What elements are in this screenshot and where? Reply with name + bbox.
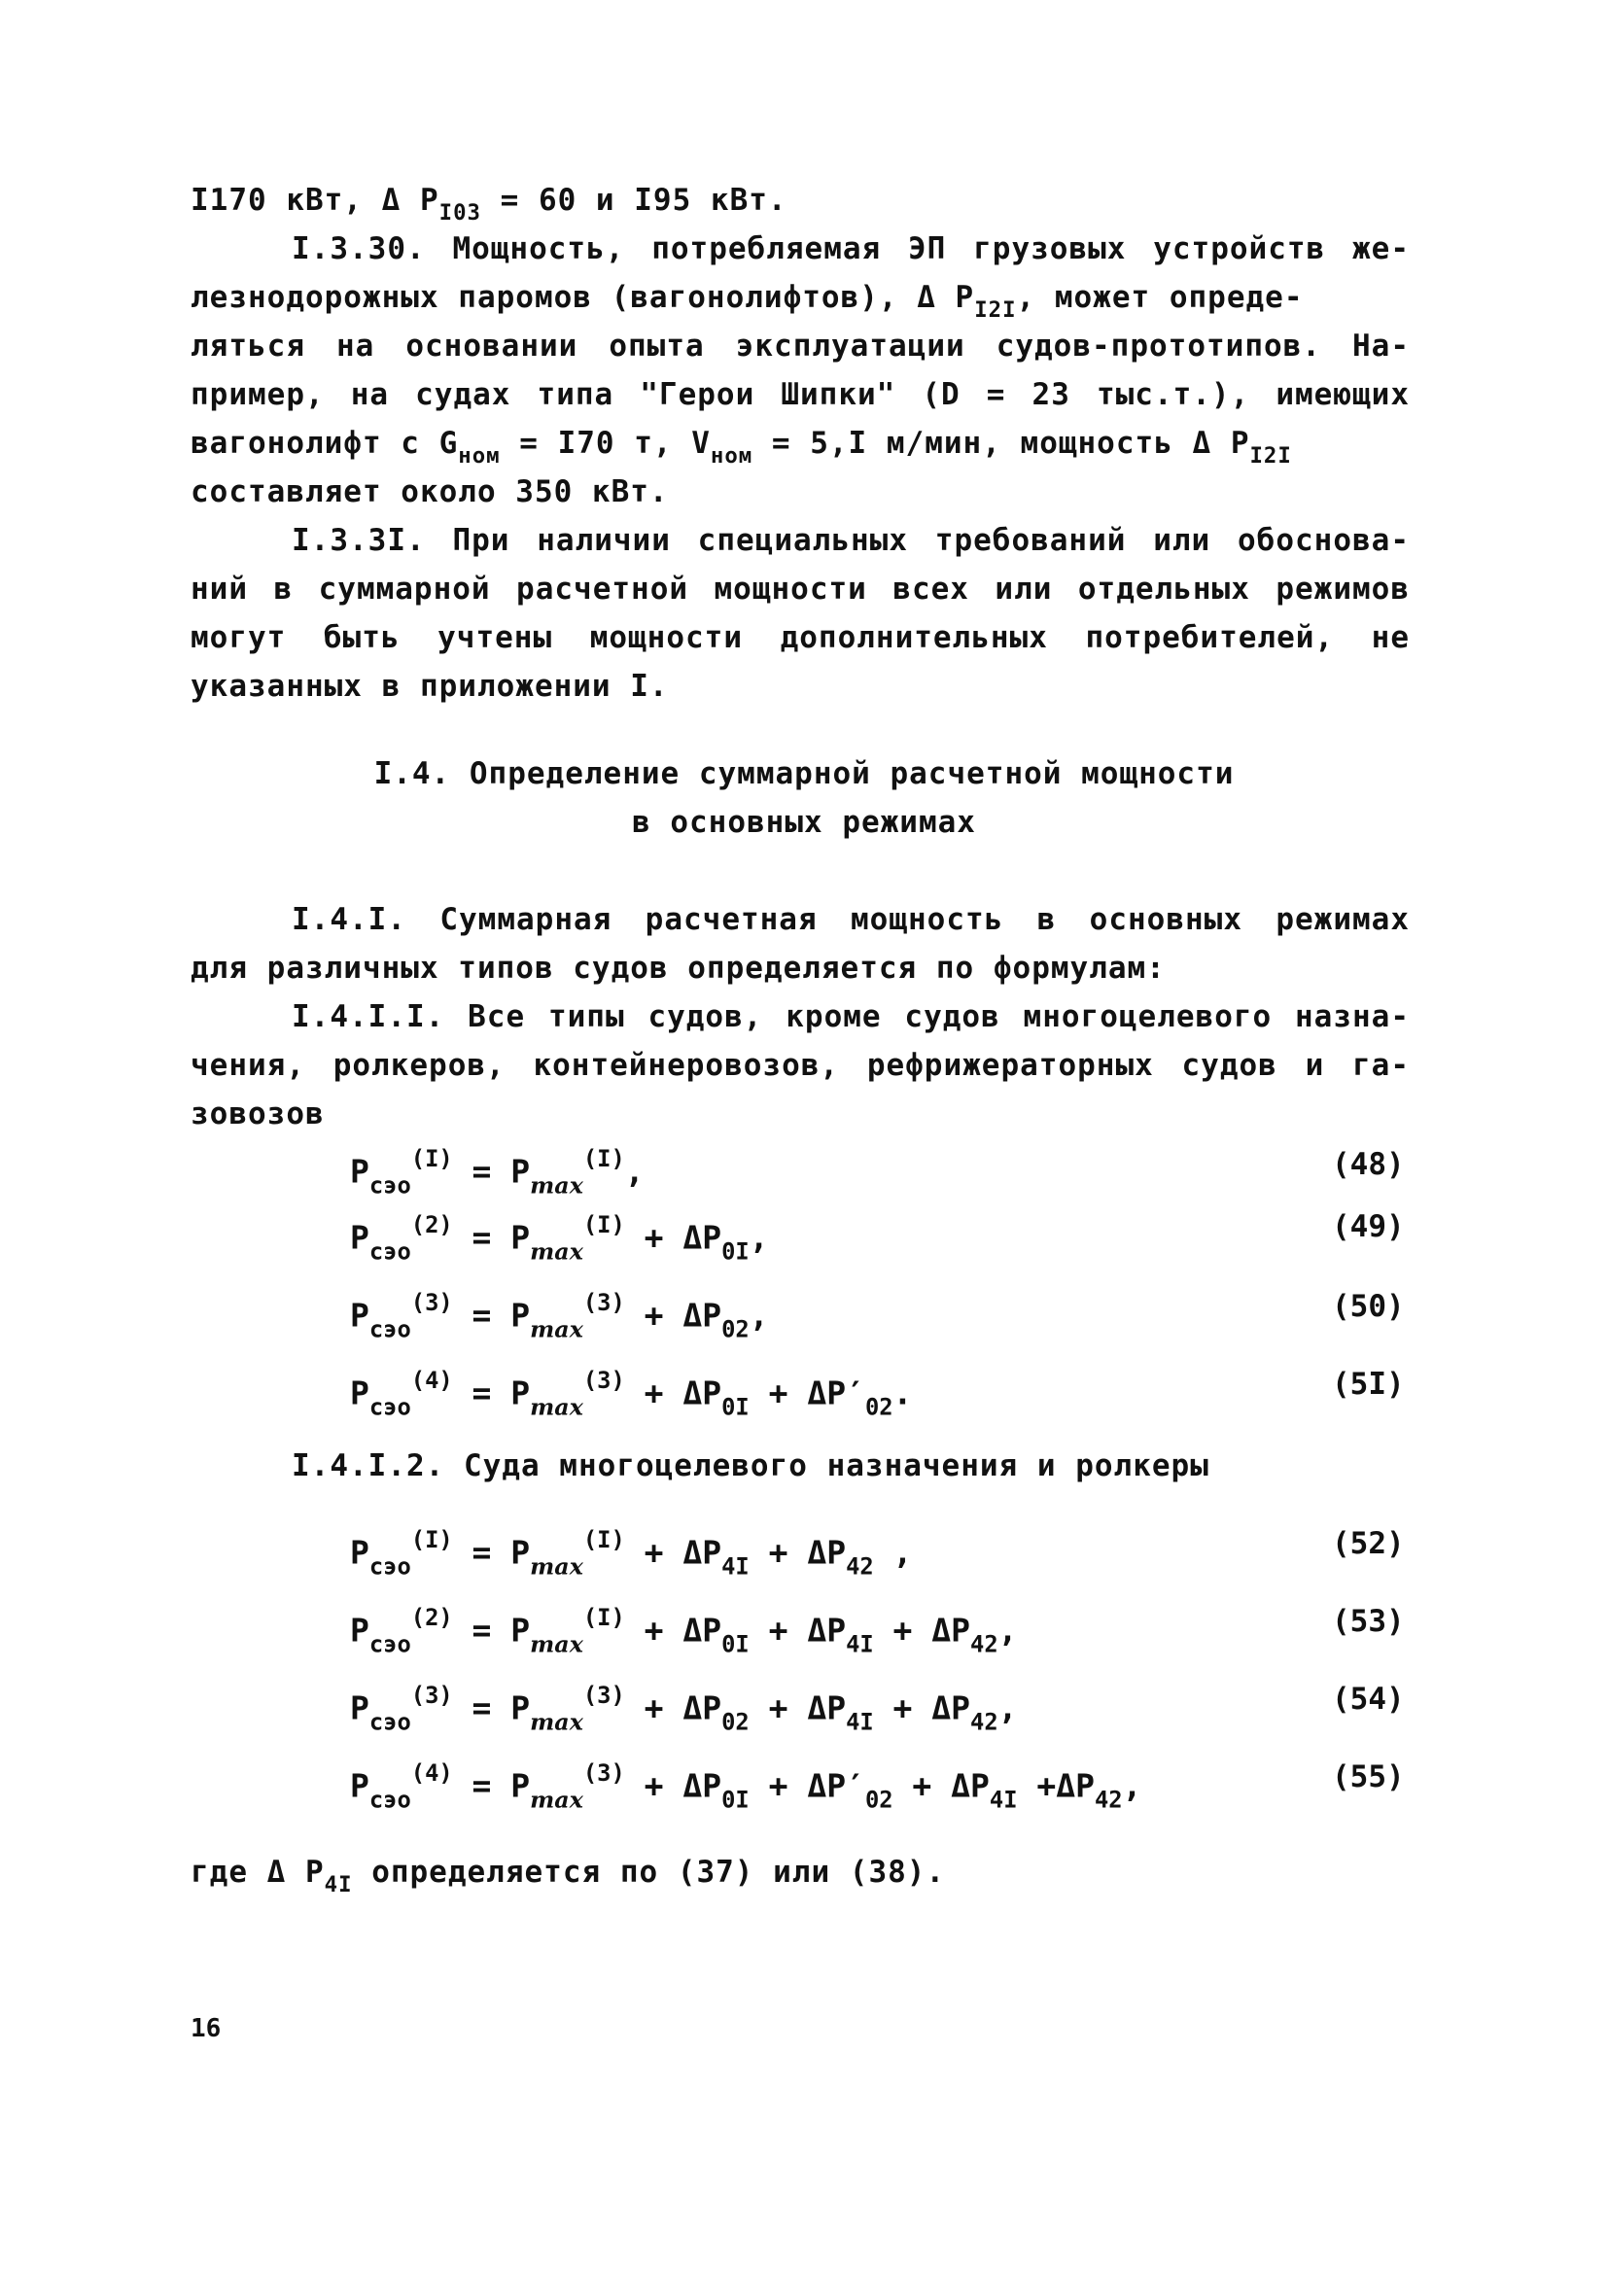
text-line: для различных типов судов определяется по формулам: [191, 951, 1166, 986]
equation-number: (48) [1332, 1147, 1405, 1182]
text-line: могут быть учтены мощности дополнительных потребителей, не [191, 620, 1410, 655]
equation-52: $P_{сэо}^{(I)} = P_{max}^{(I)} + \Delta P_{4I} + \Delta P_{42}$ , [350, 1526, 913, 1581]
equation-number: (49) [1332, 1209, 1405, 1244]
equation-48: $P_{сэо}^{(I)} = P_{max}^{(I)}$, [350, 1145, 645, 1200]
equation-number: (54) [1332, 1682, 1405, 1717]
text-line: ляться на основании опыта эксплуатации судов-прототипов. На- [191, 329, 1410, 364]
equation-55: $P_{сэо}^{(4)} = P_{max}^{(3)} + \Delta P_{0I} + \Delta P'_{02} + \Delta P_{4I} +\Delta P_{42}$, [350, 1759, 1142, 1814]
equation-number: (55) [1332, 1759, 1405, 1794]
page-number: 16 [191, 2014, 222, 2043]
equation-54: $P_{сэо}^{(3)} = P_{max}^{(3)} + \Delta P_{02} + \Delta P_{4I} + \Delta P_{42}$, [350, 1682, 1018, 1736]
text-line: указанных в приложении I. [191, 669, 669, 704]
section-heading: в основных режимах [632, 805, 976, 840]
text-line: где Δ $P_{4I}$ определяется по (37) или (38). [191, 1855, 946, 1898]
text-line: I.3.30. Мощность, потребляемая ЭП грузовых устройств же- [292, 231, 1410, 266]
equation-number: (5I) [1332, 1367, 1405, 1402]
text-line: чения, ролкеров, контейнеровозов, рефрижераторных судов и га- [191, 1048, 1410, 1083]
equation-number: (50) [1332, 1289, 1405, 1324]
text-line: I.4.I. Суммарная расчетная мощность в основных режимах [292, 902, 1410, 937]
equation-49: $P_{сэо}^{(2)} = P_{max}^{(I)} + \Delta P_{0I}$, [350, 1211, 769, 1266]
equation-number: (53) [1332, 1604, 1405, 1639]
text-line: I.4.I.2. Суда многоцелевого назначения и ролкеры [292, 1448, 1209, 1483]
text-line: составляет около 350 кВт. [191, 474, 669, 509]
text-line: I.4.I.I. Все типы судов, кроме судов многоцелевого назна- [292, 999, 1410, 1034]
text-line: лезнодорожных паромов (вагонолифтов), Δ $P_{I2I}$, может опреде- [191, 280, 1304, 324]
equation-51: $P_{сэо}^{(4)} = P_{max}^{(3)} + \Delta P_{0I} + \Delta P'_{02}$. [350, 1367, 913, 1421]
text-line: I.3.3I. При наличии специальных требований или обоснова- [292, 523, 1410, 558]
text-line: вагонолифт с $G_{ном} = I70$ т, $V_{ном} = 5,I$ м/мин, мощность Δ $P_{I2I}$ [191, 426, 1292, 470]
text-line: зовозов [191, 1096, 325, 1131]
text-line: пример, на судах типа "Герои Шипки" (D = 23 тыс.т.), имеющих [191, 377, 1410, 412]
equation-53: $P_{сэо}^{(2)} = P_{max}^{(I)} + \Delta P_{0I} + \Delta P_{4I} + \Delta P_{42}$, [350, 1604, 1018, 1658]
equation-50: $P_{сэо}^{(3)} = P_{max}^{(3)} + \Delta P_{02}$, [350, 1289, 769, 1343]
text-line: I170 кВт, Δ $P_{I03} = 60$ и I95 кВт. [191, 183, 787, 226]
equation-number: (52) [1332, 1526, 1405, 1561]
section-heading: I.4. Определение суммарной расчетной мощности [373, 756, 1235, 791]
text-line: ний в суммарной расчетной мощности всех или отдельных режимов [191, 572, 1410, 607]
